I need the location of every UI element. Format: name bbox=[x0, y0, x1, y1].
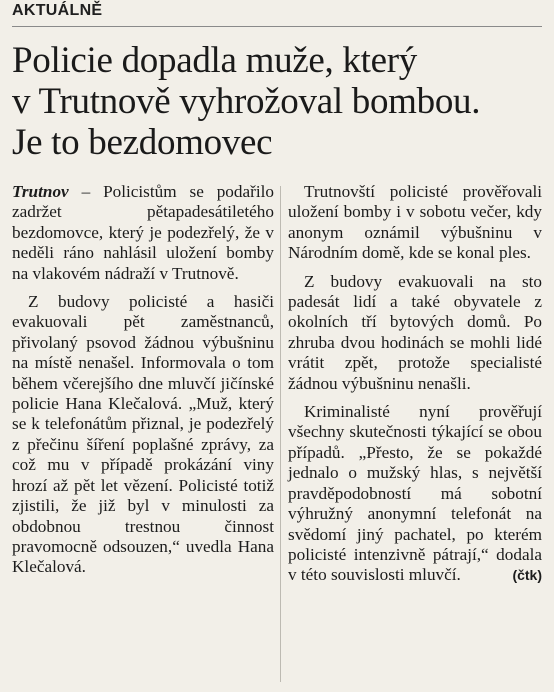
column-divider bbox=[280, 186, 281, 682]
article-column-left bbox=[12, 182, 274, 578]
article-paragraph: Z budovy policisté a hasiči evakuovali pět zaměstnanců, přivolaný psovod žádnou výbušninu na místě nenašel. Informovala o tom během včerejšího dne mluvčí jičínské policie Hana Klečalová. „Muž, který se k telefonátům přiznal, je podezřelý z přečinu šíření poplašné zprávy, za což mu v případě prokázání viny hrozí až pět let vězení. Policisté totiž zjistili, že již byl v minulosti za obdobnou trestnou činnost pravomocně odsouzen,“ uvedla Hana Klečalová. bbox=[12, 292, 274, 577]
header-divider bbox=[12, 26, 542, 27]
headline-line-1: Policie dopadla muže, který bbox=[12, 40, 417, 81]
article-paragraph: Trutnovští policisté prověřovali uložení bomby i v sobotu večer, kdy anonym oznámil výbušninu v Národním domě, kde se konal ples. bbox=[288, 182, 542, 263]
headline bbox=[12, 40, 542, 163]
article-paragraph bbox=[288, 402, 542, 586]
paragraph-text: Kriminalisté nyní prověřují všechny skutečnosti týkající se obou případů. „Přesto, že se pokaždé jednalo o mužský hlas, s největší pravděpodobností má sobotní výhružný anonymní telefonát na svědomí jiný pachatel, po kterém policisté intenzivně pátrají,“ dodala v této souvislosti mluvčí. bbox=[288, 402, 542, 585]
article-paragraph: Z budovy evakuovali na sto padesát lidí a také obyvatele z okolních tří bytových domů. Po zhruba dvou hodinách se mohli lidé vrátit zpět, protože specialisté žádnou výbušninu nenašli. bbox=[288, 271, 542, 393]
article-paragraph bbox=[12, 182, 274, 284]
section-label: AKTUÁLNĚ bbox=[12, 2, 103, 19]
byline: (čtk) bbox=[512, 567, 542, 584]
headline-line-2: v Trutnově vyhrožoval bombou. bbox=[12, 81, 481, 122]
article-column-right bbox=[288, 182, 542, 586]
dateline: Trutnov bbox=[12, 182, 69, 201]
headline-line-3: Je to bezdomovec bbox=[12, 122, 273, 163]
paragraph-text: – Policistům se podařilo zadržet pětapadesátiletého bezdomovce, který je podezřelý, že v neděli ráno nahlásil uložení bomby na vlakovém nádraží v Trutnově. bbox=[12, 182, 274, 283]
